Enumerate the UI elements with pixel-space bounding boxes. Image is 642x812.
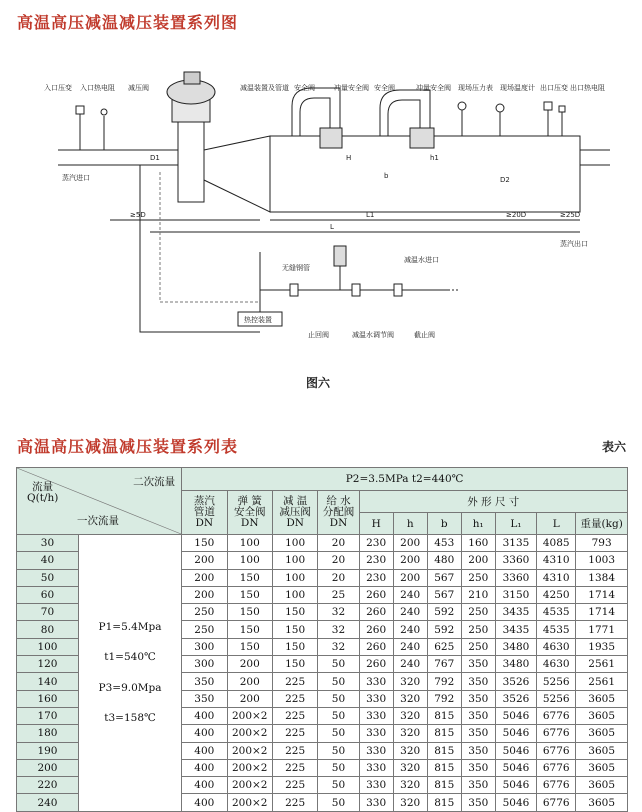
flow-value: 170 [17,707,79,724]
table-cell: 20 [318,552,359,569]
table-cell: 330 [359,707,393,724]
table-cell: 3435 [495,621,536,638]
flow-value: 70 [17,604,79,621]
table-cell: 3480 [495,656,536,673]
diagram-title: 高温高压减温减压装置系列图 [17,13,239,32]
table-cell: 792 [427,690,461,707]
label-outlet-pressure: 出口压变 [540,84,568,92]
corner-header [17,468,182,535]
table-cell: 240 [393,638,427,655]
table-cell: 230 [359,535,393,552]
table-cell: 350 [461,707,495,724]
table-cell: 400 [182,707,227,724]
table-cell: 320 [393,673,427,690]
label-water-inlet: 减温水进口 [404,256,439,264]
table-cell: 100 [272,535,317,552]
table-cell: 260 [359,656,393,673]
corner-flow-label [27,482,58,504]
table-cell: 350 [461,794,495,811]
table-cell: 350 [461,690,495,707]
table-cell: 50 [318,777,359,794]
table-cell: 3135 [495,535,536,552]
table-cell: 250 [461,638,495,655]
table-cell: 150 [272,604,317,621]
table-cell: 210 [461,586,495,603]
table-cell: 150 [272,656,317,673]
table-cell: 792 [427,673,461,690]
table-cell: 5046 [495,707,536,724]
table-cell: 200 [227,690,272,707]
table-cell: 350 [461,759,495,776]
table-cell: 815 [427,759,461,776]
primary-conditions [78,535,181,812]
primary-condition: t3=158℃ [104,712,156,725]
table-cell: 225 [272,690,317,707]
table-cell: 200 [393,552,427,569]
table-cell: 260 [359,586,393,603]
flow-value: 200 [17,759,79,776]
table-cell: 6776 [537,707,576,724]
flow-value: 60 [17,586,79,603]
table-cell: 4310 [537,569,576,586]
table-cell: 3360 [495,569,536,586]
table-cell: 50 [318,690,359,707]
table-cell: 150 [227,638,272,655]
table-cell: 793 [576,535,628,552]
steam-pipe-header: 蒸汽 管道 DN [182,491,227,535]
dim-header-H: H [359,513,393,535]
table-cell: 4630 [537,638,576,655]
table-cell: 20 [318,569,359,586]
table-cell: 3360 [495,552,536,569]
table-cell: 3605 [576,794,628,811]
table-cell: 320 [393,759,427,776]
table-cell: 6776 [537,759,576,776]
table-cell: 200×2 [227,725,272,742]
table-cell: 330 [359,690,393,707]
table-cell: 200×2 [227,742,272,759]
dim-h1: h1 [430,154,439,162]
flow-value: 220 [17,777,79,794]
table-cell: 5256 [537,690,576,707]
table-cell: 5046 [495,794,536,811]
dim-20d: ≥20D [506,211,527,219]
table-cell: 260 [359,604,393,621]
table-cell: 350 [461,742,495,759]
table-cell: 200 [393,535,427,552]
table-cell: 815 [427,742,461,759]
figure-caption: 图六 [306,376,331,390]
table-cell: 225 [272,777,317,794]
table-cell: 625 [427,638,461,655]
table-cell: 815 [427,794,461,811]
dim-d2: D2 [500,176,510,184]
table-cell: 320 [393,707,427,724]
table-cell: 767 [427,656,461,673]
table-cell: 3605 [576,707,628,724]
water-valve-header: 给 水 分配阀 DN [318,491,359,535]
table-cell: 200 [227,673,272,690]
table-cell: 3605 [576,777,628,794]
table-cell: 250 [461,604,495,621]
table-cell: 330 [359,794,393,811]
table-cell: 5046 [495,777,536,794]
table-number: 表六 [601,440,626,454]
table-cell: 350 [182,673,227,690]
dim-d1: D1 [150,154,160,162]
table-cell: 32 [318,638,359,655]
table-cell: 32 [318,621,359,638]
dim-5d: ≥5D [130,211,146,219]
corner-flow: 流量 [32,481,54,493]
table-cell: 250 [182,621,227,638]
table-cell: 4085 [537,535,576,552]
table-cell: 150 [227,586,272,603]
dim-header-L1: L₁ [495,513,536,535]
table-cell: 2561 [576,656,628,673]
table-cell: 3480 [495,638,536,655]
table-cell: 400 [182,759,227,776]
flow-value: 30 [17,535,79,552]
table-cell: 320 [393,794,427,811]
table-cell: 50 [318,656,359,673]
table-cell: 50 [318,707,359,724]
table-cell: 1714 [576,586,628,603]
table-cell: 50 [318,742,359,759]
table-cell: 6776 [537,725,576,742]
flow-value: 40 [17,552,79,569]
dim-header-h: h [393,513,427,535]
table-cell: 250 [182,604,227,621]
table-cell: 1935 [576,638,628,655]
table-cell: 3435 [495,604,536,621]
dimensions-header: 外 形 尺 寸 [359,491,627,513]
flow-value: 190 [17,742,79,759]
label-stop-valve: 截止阀 [414,331,435,339]
table-cell: 200×2 [227,777,272,794]
table-cell: 350 [461,673,495,690]
table-cell: 3605 [576,742,628,759]
table-cell: 330 [359,725,393,742]
table-cell: 32 [318,604,359,621]
label-desuperheater: 减温装置及管道 [240,84,289,92]
table-cell: 400 [182,742,227,759]
dim-l: L [330,223,334,231]
table-cell: 240 [393,621,427,638]
dim-header-L: L [537,513,576,535]
label-inlet-pressure: 入口压变 [44,84,72,92]
table-cell: 25 [318,586,359,603]
table-cell: 150 [227,569,272,586]
table-cell: 350 [461,725,495,742]
reducing-valve-header: 减 温 减压阀 DN [272,491,317,535]
table-cell: 3605 [576,690,628,707]
table-cell: 815 [427,777,461,794]
table-cell: 240 [393,656,427,673]
table-cell: 150 [272,638,317,655]
table-cell: 250 [461,569,495,586]
label-inlet-thermo: 入口热电阻 [80,84,115,92]
table-cell: 50 [318,794,359,811]
flow-value: 100 [17,638,79,655]
table-cell: 150 [227,604,272,621]
table-cell: 150 [182,535,227,552]
table-cell: 240 [393,604,427,621]
corner-primary-label: 一次流量 [77,515,119,527]
table-cell: 4535 [537,621,576,638]
spring-safety-header: 弹 簧 安全阀 DN [227,491,272,535]
dim-header-weight: 重量(kg) [576,513,628,535]
label-steam-outlet: 蒸汽出口 [560,240,588,248]
dim-b: b [384,172,389,180]
table-cell: 200 [227,656,272,673]
table-cell: 225 [272,707,317,724]
table-cell: 225 [272,742,317,759]
table-cell: 330 [359,673,393,690]
table-cell: 100 [272,569,317,586]
table-cell: 592 [427,621,461,638]
table-cell: 3605 [576,725,628,742]
table-cell: 330 [359,759,393,776]
corner-secondary-label: 二次流量 [133,476,176,488]
specification-table [16,467,628,812]
table-cell: 3526 [495,673,536,690]
flow-value: 120 [17,656,79,673]
label-seamless-pipe: 无缝钢管 [282,264,310,272]
table-cell: 350 [461,656,495,673]
table-cell: 815 [427,725,461,742]
table-cell: 815 [427,707,461,724]
table-cell: 260 [359,621,393,638]
primary-condition: P3=9.0Mpa [98,681,162,694]
table-cell: 6776 [537,777,576,794]
table-cell: 300 [182,638,227,655]
table-cell: 100 [272,586,317,603]
table-cell: 250 [461,621,495,638]
table-cell: 200 [182,586,227,603]
table-cell: 20 [318,535,359,552]
table-cell: 1771 [576,621,628,638]
label-pressure-valve: 减压阀 [128,84,149,92]
table-cell: 230 [359,552,393,569]
table-cell: 200 [182,569,227,586]
table-cell: 200×2 [227,707,272,724]
corner-flow-unit: Q(t/h) [27,492,59,505]
table-cell: 5046 [495,742,536,759]
table-cell: 100 [227,535,272,552]
flow-value: 80 [17,621,79,638]
table-cell: 4535 [537,604,576,621]
table-cell: 3526 [495,690,536,707]
table-cell: 480 [427,552,461,569]
table-cell: 1714 [576,604,628,621]
table-cell: 225 [272,725,317,742]
table-cell: 4310 [537,552,576,569]
label-safety-valve-2: 安全阀 [374,84,395,92]
table-cell: 150 [227,621,272,638]
primary-condition: t1=540℃ [104,651,156,664]
dim-h: H [346,154,352,162]
table-cell: 50 [318,673,359,690]
label-steam-inlet: 蒸汽进口 [62,174,90,182]
label-check-valve: 止回阀 [308,331,329,339]
flow-value: 50 [17,569,79,586]
table-cell: 150 [272,621,317,638]
dim-header-h1: h₁ [461,513,495,535]
table-cell: 5256 [537,673,576,690]
table-cell: 100 [272,552,317,569]
table-cell: 1384 [576,569,628,586]
flow-value: 140 [17,673,79,690]
table-cell: 400 [182,725,227,742]
flow-value: 240 [17,794,79,811]
table-cell: 300 [182,656,227,673]
table-cell: 5046 [495,759,536,776]
table-cell: 567 [427,586,461,603]
table-cell: 225 [272,673,317,690]
table-cell: 50 [318,725,359,742]
table-cell: 50 [318,759,359,776]
table-cell: 3605 [576,759,628,776]
table-cell: 225 [272,794,317,811]
table-cell: 400 [182,777,227,794]
table-cell: 320 [393,777,427,794]
label-safety-valve: 安全阀 [294,84,315,92]
label-water-reg-valve: 减温水调节阀 [352,331,394,339]
label-impulse-safety-2: 冲量安全阀 [416,84,451,92]
primary-condition: P1=5.4Mpa [98,621,162,633]
flow-value: 180 [17,725,79,742]
table-cell: 240 [393,586,427,603]
table-cell: 350 [182,690,227,707]
table-row [17,535,628,552]
table-cell: 567 [427,569,461,586]
table-cell: 225 [272,759,317,776]
flow-value: 160 [17,690,79,707]
table-cell: 2561 [576,673,628,690]
table-cell: 200×2 [227,759,272,776]
table-cell: 350 [461,777,495,794]
table-cell: 320 [393,742,427,759]
conditions-header: P2=3.5MPa t2=440℃ [182,468,628,491]
table-cell: 320 [393,725,427,742]
table-cell: 4630 [537,656,576,673]
table-cell: 453 [427,535,461,552]
table-body [17,535,628,812]
table-cell: 260 [359,638,393,655]
table-cell: 4250 [537,586,576,603]
dim-header-b: b [427,513,461,535]
table-cell: 200 [461,552,495,569]
label-heat-control: 热控装置 [244,316,272,324]
label-site-temp: 现场温度计 [500,84,535,92]
table-cell: 320 [393,690,427,707]
label-outlet-thermo: 出口热电阻 [570,84,605,92]
table-title: 高温高压减温减压装置系列表 [17,437,239,456]
table-cell: 400 [182,794,227,811]
table-cell: 200×2 [227,794,272,811]
table-cell: 200 [393,569,427,586]
dim-25d: ≥25D [560,211,581,219]
table-cell: 5046 [495,725,536,742]
table-cell: 230 [359,569,393,586]
label-impulse-safety-1: 冲量安全阀 [334,84,369,92]
table-cell: 200 [182,552,227,569]
table-cell: 6776 [537,742,576,759]
system-schematic [0,32,642,362]
table-cell: 330 [359,742,393,759]
table-cell: 592 [427,604,461,621]
table-cell: 1003 [576,552,628,569]
table-cell: 330 [359,777,393,794]
table-cell: 6776 [537,794,576,811]
table-cell: 3150 [495,586,536,603]
table-cell: 100 [227,552,272,569]
table-cell: 160 [461,535,495,552]
dim-l1: L1 [366,211,375,219]
label-site-pressure: 现场压力表 [458,84,493,92]
